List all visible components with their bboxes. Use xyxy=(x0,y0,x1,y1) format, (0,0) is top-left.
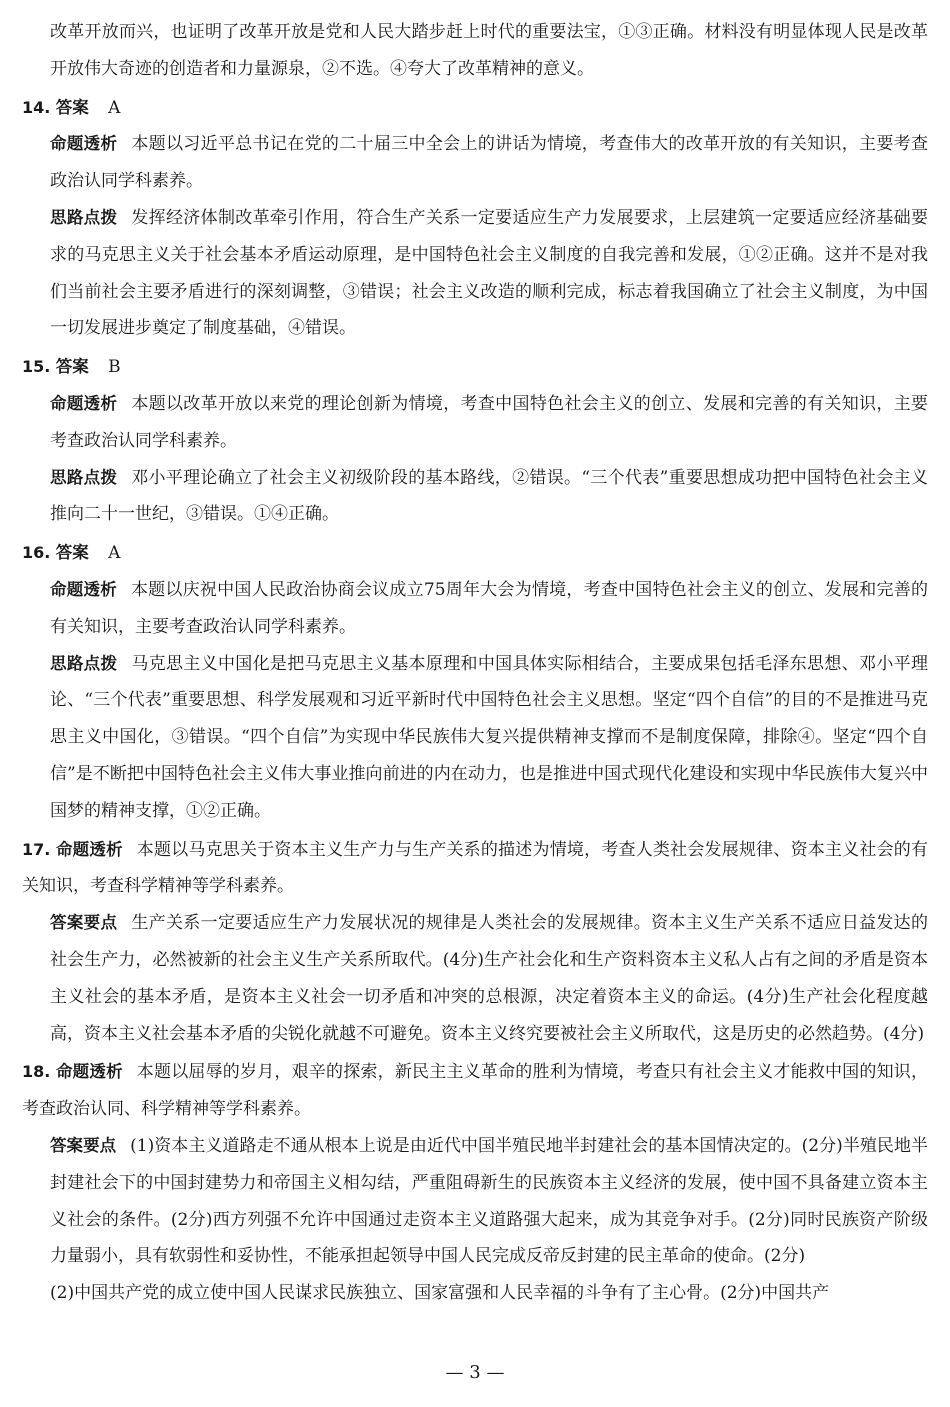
q15-answer-label: 答案 xyxy=(55,357,89,377)
page-number: — 3 — xyxy=(445,1362,505,1383)
q16-analysis-text: 本题以庆祝中国人民政治协商会议成立75周年大会为情境，考查中国特色社会主义的创立、发展和完善的有关知识，主要考查政治认同学科素养。 xyxy=(50,579,928,637)
q15-answer-value: B xyxy=(108,357,121,378)
question-17 xyxy=(22,832,928,1053)
question-16 xyxy=(22,535,928,829)
q17-key-text: 生产关系一定要适应生产力发展状况的规律是人类社会的发展规律。资本主义生产关系不适应日益发达的社会生产力，必然被新的社会主义生产关系所取代。(4分)生产社会化和生产资料资本主义私人占有之间的矛盾是资本主义社会的基本矛盾，是资本主义社会一切矛盾和冲突的总根源，决定着资本主义的命运。(4分)生产社会化程度越高，资本主义社会基本矛盾的尖锐化就越不可避免。资本主义终究要被社会主义所取代，这是历史的必然趋势。(4分) xyxy=(50,913,929,1044)
q15-analysis-text: 本题以改革开放以来党的理论创新为情境，考查中国特色社会主义的创立、发展和完善的有关知识，主要考查政治认同学科素养。 xyxy=(50,393,929,451)
q18-key-text-1: (1)资本主义道路走不通从根本上说是由近代中国半殖民地半封建社会的基本国情决定的。(2分)半殖民地半封建社会下的中国封建势力和帝国主义相勾结，严重阻碍新生的民族资本主义经济的发展，使中国不具备建立资本主义社会的条件。(2分)西方列强不允许中国通过走资本主义道路强大起来，成为其竞争对手。(2分)同时民族资产阶级力量弱小，具有软弱性和妥协性，不能承担起领导中国人民完成反帝反封建的民主革命的使命。(2分) xyxy=(50,1135,928,1267)
q17-analysis xyxy=(22,832,928,906)
q16-analysis-label: 命题透析 xyxy=(50,579,117,599)
q18-key-points-1 xyxy=(22,1128,928,1275)
q16-hint-label: 思路点拨 xyxy=(50,653,118,673)
q14-analysis-label: 命题透析 xyxy=(50,134,118,154)
q15-analysis-label: 命题透析 xyxy=(50,393,118,413)
q14-answer-label: 答案 xyxy=(55,97,89,117)
question-14 xyxy=(22,90,928,348)
q15-hint xyxy=(22,460,928,534)
q15-analysis xyxy=(22,386,928,460)
q16-analysis xyxy=(22,572,928,646)
q16-hint xyxy=(22,646,928,830)
q18-analysis-label: 命题透析 xyxy=(55,1062,123,1082)
q14-answer-value: A xyxy=(108,97,121,118)
q14-answer-line xyxy=(22,90,928,127)
q18-number: 18. xyxy=(22,1062,51,1082)
q14-analysis xyxy=(22,126,928,200)
q18-analysis xyxy=(22,1054,928,1128)
q14-number: 14. xyxy=(22,97,51,117)
q17-key-label: 答案要点 xyxy=(50,913,118,933)
q14-hint-label: 思路点拨 xyxy=(50,207,118,227)
q18-analysis-text: 本题以屈辱的岁月，艰辛的探索，新民主主义革命的胜利为情境，考查只有社会主义才能救中国的知识，考查政治认同、科学精神等学科素养。 xyxy=(22,1062,929,1120)
q15-hint-text: 邓小平理论确立了社会主义初级阶段的基本路线，②错误。“三个代表”重要思想成功把中国特色社会主义推向二十一世纪，③错误。①④正确。 xyxy=(50,467,928,525)
intro-paragraph: 改革开放而兴，也证明了改革开放是党和人民大踏步赶上时代的重要法宝，①③正确。材料没有明显体现人民是改革开放伟大奇迹的创造者和力量源泉，②不选。④夸大了改革精神的意义。 xyxy=(50,22,928,79)
q15-hint-label: 思路点拨 xyxy=(50,467,118,487)
q15-answer-line xyxy=(22,349,928,386)
q16-hint-text: 马克思主义中国化是把马克思主义基本原理和中国具体实际相结合，主要成果包括毛泽东思想、邓小平理论、“三个代表”重要思想、科学发展观和习近平新时代中国特色社会主义思想。坚定“四个自信”的目的不是推进马克思主义中国化，③错误。“四个自信”为实现中华民族伟大复兴提供精神支撑而不是制度保障，排除④。坚定“四个自信”是不断把中国特色社会主义伟大事业推向前进的内在动力，也是推进中国式现代化建设和实现中华民族伟大复兴中国梦的精神支撑，①②正确。 xyxy=(50,653,929,821)
q14-hint-text: 发挥经济体制改革牵引作用，符合生产关系一定要适应生产力发展要求，上层建筑一定要适应经济基础要求的马克思主义关于社会基本矛盾运动原理，是中国特色社会主义制度的自我完善和发展，①②正确。这并不是对我们当前社会主要矛盾进行的深刻调整，③错误；社会主义改造的顺利完成，标志着我国确立了社会主义制度，为中国一切发展进步奠定了制度基础，④错误。 xyxy=(50,207,929,339)
q17-analysis-label: 命题透析 xyxy=(55,839,123,859)
q15-number: 15. xyxy=(22,357,51,377)
q14-hint xyxy=(22,200,928,347)
q18-key-points-2: (2)中国共产党的成立使中国人民谋求民族独立、国家富强和人民幸福的斗争有了主心骨。(2分)中国共产 xyxy=(50,1283,830,1304)
q16-answer-label: 答案 xyxy=(55,543,89,563)
q14-analysis-text: 本题以习近平总书记在党的二十届三中全会上的讲话为情境，考查伟大的改革开放的有关知识，主要考查政治认同学科素养。 xyxy=(50,134,929,192)
question-18 xyxy=(22,1054,928,1312)
q16-answer-value: A xyxy=(108,543,121,564)
q17-key-points xyxy=(22,905,928,1052)
q16-answer-line xyxy=(22,535,928,572)
q18-key-label: 答案要点 xyxy=(50,1135,117,1155)
q17-analysis-text: 本题以马克思关于资本主义生产力与生产关系的描述为情境，考查人类社会发展规律、资本主义社会的有关知识，考查科学精神等学科素养。 xyxy=(22,839,929,897)
q17-number: 17. xyxy=(22,839,51,859)
question-15 xyxy=(22,349,928,533)
q16-number: 16. xyxy=(22,543,51,563)
